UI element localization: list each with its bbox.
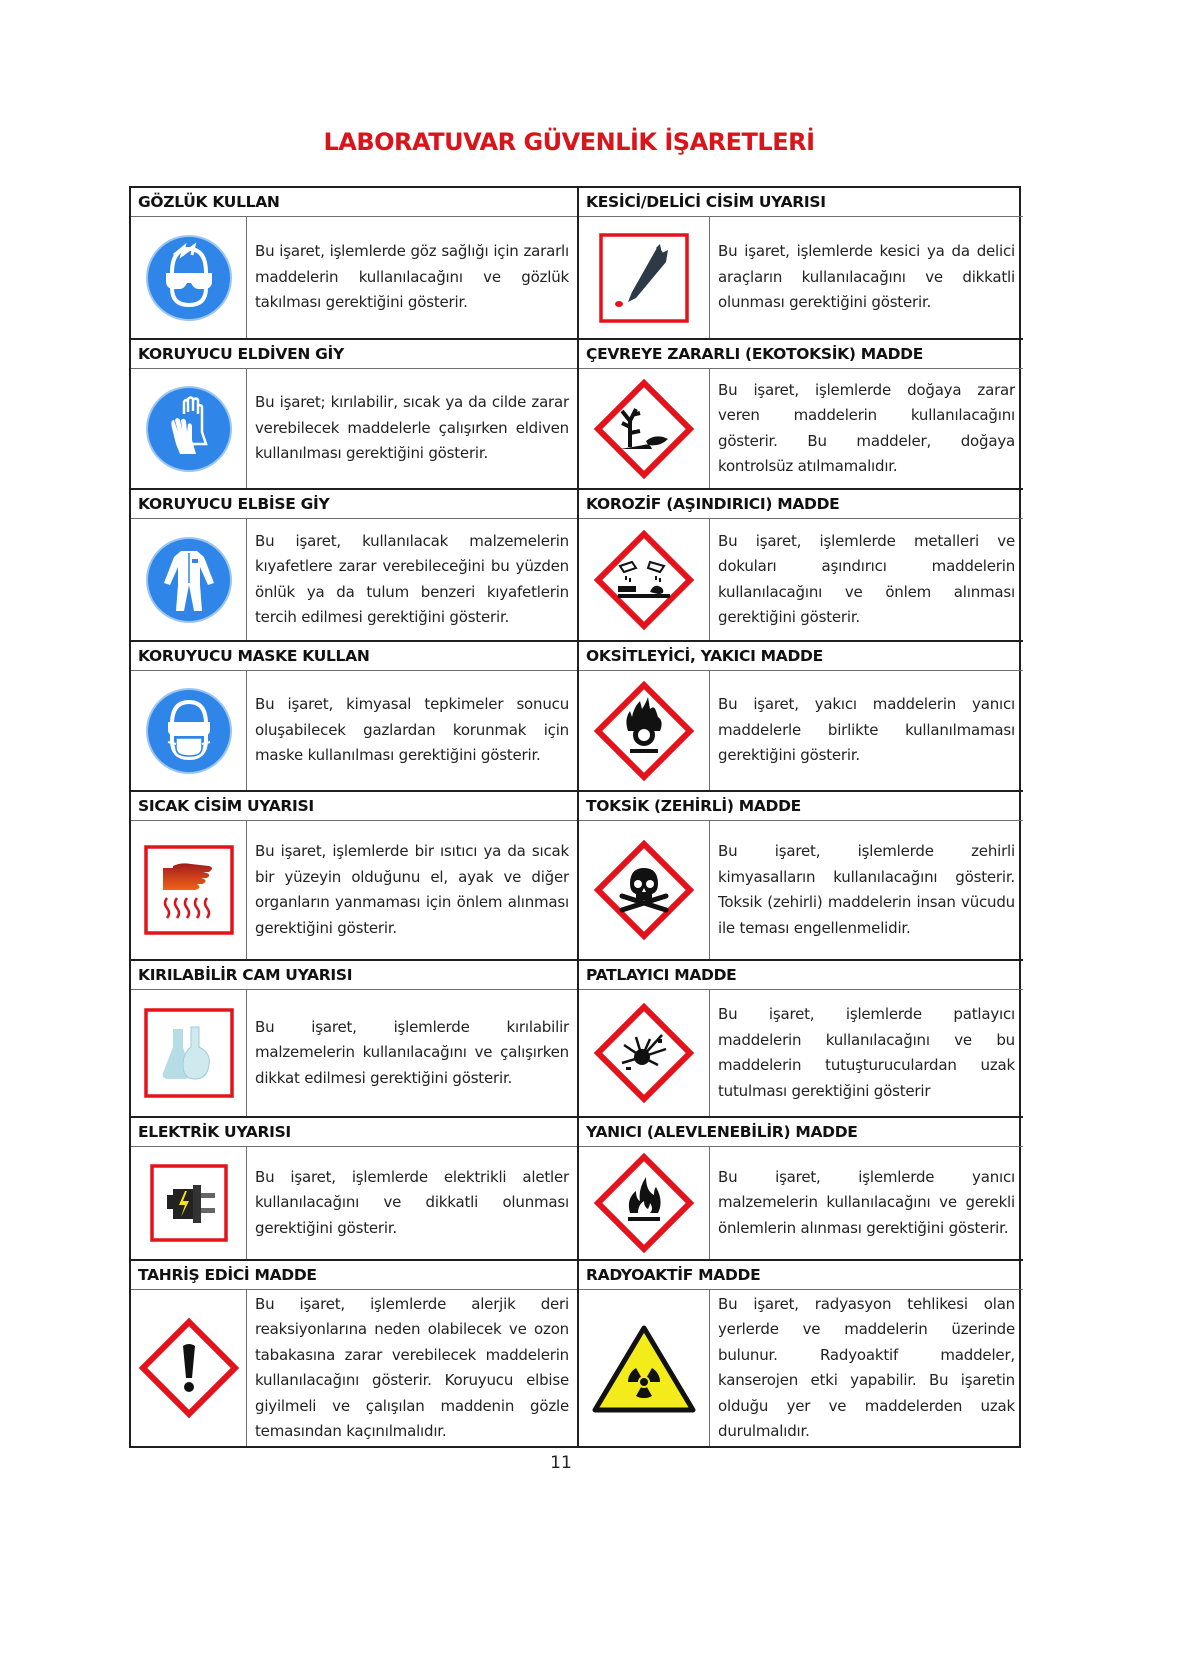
sign-heading: SICAK CİSİM UYARISI bbox=[131, 792, 577, 821]
sign-heading: OKSİTLEYİCİ, YAKICI MADDE bbox=[579, 642, 1023, 671]
sign-cell-corrosive bbox=[579, 488, 1023, 640]
sign-cell-electric bbox=[131, 1116, 577, 1259]
sign-description: Bu işaret, işlemlerde alerjik deri reaksiyonlarına neden olabilecek ve ozon tabakasına zarar verebilecek maddelerin kullanılacağını gösterir. Koruyucu elbise giyilmeli ve çalışılan maddenin gözle temasından kaçınılmalıdır. bbox=[255, 1294, 569, 1440]
sign-heading: YANICI (ALEVLENEBİLİR) MADDE bbox=[579, 1118, 1023, 1147]
sign-cell-explosive bbox=[579, 959, 1023, 1116]
sign-heading: ÇEVREYE ZARARLI (EKOTOKSİK) MADDE bbox=[579, 340, 1023, 369]
sign-cell-flammable bbox=[579, 1116, 1023, 1259]
left-column bbox=[131, 188, 577, 1446]
sign-description: Bu işaret, işlemlerde yanıcı malzemelerin kullanılacağını ve gerekli önlemlerin alınması gerektiğini gösterir. bbox=[718, 1167, 1015, 1237]
page-number: 11 bbox=[550, 1453, 572, 1473]
sign-description: Bu işaret, kullanılacak malzemelerin kıyafetlere zarar verebileceğini bu yüzden önlük ya da tulum benzeri kıyafetlerin tercih edilmesi gerektiğini gösterir. bbox=[255, 531, 569, 626]
sign-cell-hot-surface bbox=[131, 790, 577, 959]
environment-hazard-icon bbox=[579, 369, 710, 488]
sign-heading: KORUYUCU ELBİSE GİY bbox=[131, 490, 577, 519]
electric-plug-icon bbox=[131, 1147, 247, 1259]
explosive-icon bbox=[579, 990, 710, 1116]
sign-cell-goggles bbox=[131, 188, 577, 338]
sign-heading: PATLAYICI MADDE bbox=[579, 961, 1023, 990]
exclamation-hazard-icon bbox=[131, 1290, 247, 1446]
page-title: LABORATUVAR GÜVENLİK İŞARETLERİ bbox=[323, 128, 815, 156]
protective-clothing-icon bbox=[131, 519, 247, 640]
protective-gloves-icon bbox=[131, 369, 247, 488]
hot-surface-icon bbox=[131, 821, 247, 959]
flammable-flame-icon bbox=[579, 1147, 710, 1259]
sign-cell-environment bbox=[579, 338, 1023, 488]
sign-heading: KOROZİF (AŞINDIRICI) MADDE bbox=[579, 490, 1023, 519]
sign-description: Bu işaret, işlemlerde bir ısıtıcı ya da sıcak bir yüzeyin olduğunu el, ayak ve diğer organların yanmaması için önlem alınması gerektiğini gösterir. bbox=[255, 842, 569, 937]
sign-description: Bu işaret, işlemlerde doğaya zarar veren maddelerin kullanılacağını gösterir. Bu maddeler, doğaya kontrolsüz atılmamalıdır. bbox=[718, 380, 1015, 475]
skull-crossbones-icon bbox=[579, 821, 710, 959]
sign-description: Bu işaret, yakıcı maddelerin yanıcı maddelerle birlikte kullanılmaması gerektiğini gösterir. bbox=[718, 695, 1015, 765]
sign-heading: KORUYUCU MASKE KULLAN bbox=[131, 642, 577, 671]
protective-mask-icon bbox=[131, 671, 247, 790]
sign-description: Bu işaret, işlemlerde kırılabilir malzemelerin kullanılacağını ve çalışırken dikkat edilmesi gerektiğini gösterir. bbox=[255, 1017, 569, 1087]
safety-goggles-icon bbox=[131, 217, 247, 338]
sign-description: Bu işaret, işlemlerde elektrikli aletler kullanılacağını ve dikkatli olunması gerektiğini gösterir. bbox=[255, 1167, 569, 1237]
safety-signs-table bbox=[129, 186, 1021, 1448]
sign-cell-gloves bbox=[131, 338, 577, 488]
sign-description: Bu işaret, işlemlerde zehirli kimyasalların kullanılacağını gösterir. Toksik (zehirli) maddelerin insan vücudu ile teması engellenmelidir. bbox=[718, 842, 1015, 937]
sign-description: Bu işaret, işlemlerde metalleri ve dokuları aşındırıcı maddelerin kullanılacağını ve önlem alınması gerektiğini gösterir. bbox=[718, 531, 1015, 626]
sign-heading: KESİCİ/DELİCİ CİSİM UYARISI bbox=[579, 188, 1023, 217]
sign-heading: TAHRİŞ EDİCİ MADDE bbox=[131, 1261, 577, 1290]
sign-description: Bu işaret, işlemlerde göz sağlığı için zararlı maddelerin kullanılacağını ve gözlük takılması gerektiğini gösterir. bbox=[255, 242, 569, 312]
sign-heading: ELEKTRİK UYARISI bbox=[131, 1118, 577, 1147]
sign-description: Bu işaret, işlemlerde patlayıcı maddelerin kullanılacağını ve bu maddelerin tutuşturuculardan uzak tutulması gerektiğini gösterir bbox=[718, 1005, 1015, 1100]
sign-cell-breakable-glass bbox=[131, 959, 577, 1116]
sign-heading: KORUYUCU ELDİVEN GİY bbox=[131, 340, 577, 369]
sign-heading: KIRILABİLİR CAM UYARISI bbox=[131, 961, 577, 990]
sign-heading: RADYOAKTİF MADDE bbox=[579, 1261, 1023, 1290]
sign-cell-oxidizer bbox=[579, 640, 1023, 790]
sign-cell-mask bbox=[131, 640, 577, 790]
sign-description: Bu işaret, kimyasal tepkimeler sonucu oluşabilecek gazlardan korunmak için maske kullanılması gerektiğini gösterir. bbox=[255, 695, 569, 765]
sharp-object-icon bbox=[579, 217, 710, 338]
sign-description: Bu işaret; kırılabilir, sıcak ya da cilde zarar verebilecek maddelerle çalışırken eldiven kullanılması gerektiğini gösterir. bbox=[255, 393, 569, 463]
sign-cell-sharp-object bbox=[579, 188, 1023, 338]
oxidizer-flame-over-circle-icon bbox=[579, 671, 710, 790]
breakable-glass-icon bbox=[131, 990, 247, 1116]
corrosive-icon bbox=[579, 519, 710, 640]
radiation-trefoil-icon bbox=[579, 1290, 710, 1446]
sign-cell-clothing bbox=[131, 488, 577, 640]
sign-cell-radioactive bbox=[579, 1259, 1023, 1446]
sign-cell-toxic bbox=[579, 790, 1023, 959]
sign-heading: GÖZLÜK KULLAN bbox=[131, 188, 577, 217]
sign-description: Bu işaret, işlemlerde kesici ya da delici araçların kullanılacağını ve dikkatli olunması gerektiğini gösterir. bbox=[718, 242, 1015, 312]
sign-heading: TOKSİK (ZEHİRLİ) MADDE bbox=[579, 792, 1023, 821]
sign-description: Bu işaret, radyasyon tehlikesi olan yerlerde ve maddelerin üzerinde bulunur. Radyoaktif maddeler, kanserojen etki yapabilir. Bu işaretin olduğu yer ve maddelerden uzak durulmalıdır. bbox=[718, 1294, 1015, 1440]
sign-cell-irritant bbox=[131, 1259, 577, 1446]
right-column bbox=[577, 188, 1023, 1446]
